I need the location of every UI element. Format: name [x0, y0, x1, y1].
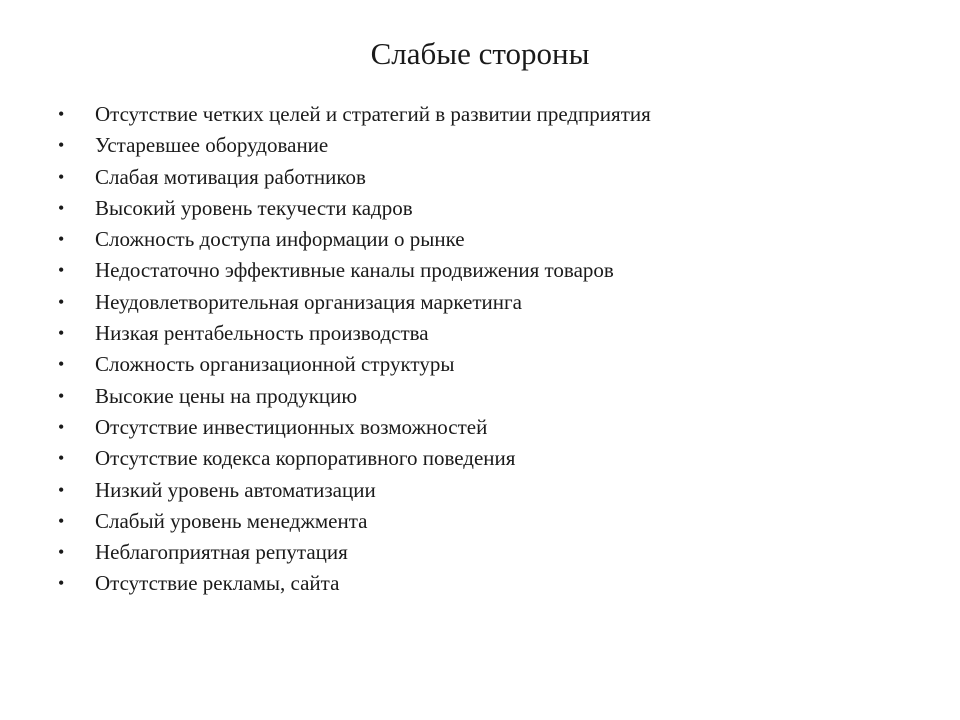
bullet-text: Слабый уровень менеджмента — [95, 508, 368, 533]
bullet-text: Низкий уровень автоматизации — [95, 477, 376, 502]
bullet-item — [58, 99, 938, 130]
bullet-text: Низкая рентабельность производства — [95, 321, 429, 346]
bullet-text: Неудовлетворительная организация маркетинга — [95, 289, 522, 314]
bullet-text: Высокие цены на продукцию — [95, 383, 358, 408]
bullet-text: Отсутствие кодекса корпоративного поведения — [95, 446, 516, 471]
bullet-item — [58, 443, 938, 474]
bullet-dot: • — [58, 354, 65, 375]
bullet-dot: • — [58, 323, 65, 344]
bullet-item — [58, 349, 938, 380]
bullet-item — [58, 381, 938, 412]
bullet-dot: • — [58, 385, 65, 406]
bullet-text: Высокий уровень текучести кадров — [95, 195, 413, 220]
bullet-text: Неблагоприятная репутация — [95, 540, 348, 565]
bullet-item — [58, 255, 938, 286]
bullet-item — [58, 162, 938, 193]
bullet-text: Отсутствие четких целей и стратегий в развитии предприятия — [95, 102, 651, 126]
bullet-item — [58, 287, 938, 318]
bullet-dot: • — [58, 479, 65, 500]
bullet-item — [58, 568, 938, 599]
bullet-item — [58, 506, 938, 537]
bullet-text: Отсутствие рекламы, сайта — [95, 571, 340, 596]
bullet-dot: • — [58, 573, 65, 594]
bullet-text: Недостаточно эффективные каналы продвижения товаров — [95, 258, 614, 283]
bullet-text: Сложность доступа информации о рынке — [95, 227, 465, 252]
bullet-text: Сложность организационной структуры — [95, 352, 455, 377]
bullet-text: Слабая мотивация работников — [95, 164, 366, 189]
bullet-item — [58, 537, 938, 568]
slide-title: Слабые стороны — [370, 36, 590, 71]
bullet-text: Отсутствие инвестиционных возможностей — [95, 414, 488, 439]
bullet-dot: • — [58, 510, 65, 531]
bullet-item — [58, 193, 938, 224]
bullet-dot: • — [58, 291, 65, 312]
bullet-dot: • — [58, 104, 65, 124]
bullet-dot: • — [58, 260, 65, 281]
bullet-dot: • — [58, 416, 65, 437]
bullet-dot: • — [58, 229, 65, 250]
bullet-item — [58, 224, 938, 255]
bullet-dot: • — [58, 197, 65, 218]
bullet-item — [58, 412, 938, 443]
bullet-dot: • — [58, 448, 65, 469]
bullet-dot: • — [58, 166, 65, 187]
bullet-list — [58, 99, 938, 600]
bullet-item — [58, 130, 938, 161]
bullet-item — [58, 318, 938, 349]
bullet-dot: • — [58, 135, 65, 156]
bullet-item — [58, 475, 938, 506]
bullet-text: Устаревшее оборудование — [95, 133, 329, 158]
bullet-dot: • — [58, 542, 65, 563]
